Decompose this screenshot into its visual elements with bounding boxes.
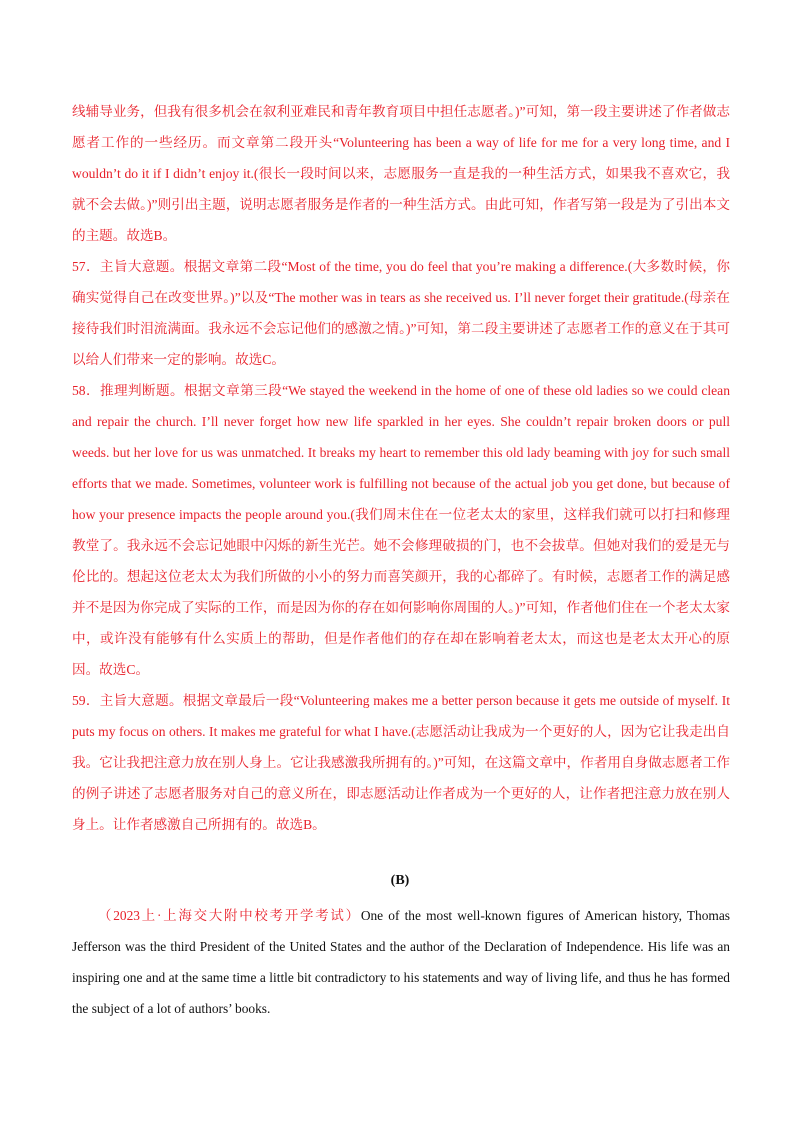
explanation-q57: 57．主旨大意题。根据文章第二段“Most of the time, you do feel that you’re making a difference.(大多数时候，你确实觉得自己在改变世界。)”以及“The mother was in tears as she received us. I’ll never forget their gratitude.(母亲在接待我们时泪流满面。我永远不会忘记他们的感激之情。)”可知，第二段主要讲述了志愿者工作的意义在于其可以给人们带来一定的影响。故选C。 [72, 259, 730, 367]
passage-b-paragraph [72, 900, 730, 1024]
passage-b-body [72, 900, 730, 1024]
explanation-q59: 59．主旨大意题。根据文章最后一段“Volunteering makes me a better person because it gets me outside of myself. It puts my focus on others. It makes me grateful for what I have.(志愿活动让我成为一个更好的人，因为它让我走出自我。它让我把注意力放在别人身上。它让我感激我所拥有的。)”可知，在这篇文章中，作者用自身做志愿者工作的例子讲述了志愿者服务对自己的意义所在，即志愿活动让作者成为一个更好的人，让作者把注意力放在别人身上。让作者感激自己所拥有的。故选B。 [72, 693, 730, 832]
section-heading-b: (B) [390, 873, 410, 888]
explanation-q58: 58．推理判断题。根据文章第三段“We stayed the weekend in the home of one of these old ladies so we could clean and repair the church. I’ll never forget how new life sparkled in her eyes. She couldn’t repair broken doors or pull weeds. but her love for us was unmatched. It breaks my heart to remember this old lady beaming with joy for such small efforts that we made. Sometimes, volunteer work is fulfilling not because of the actual job you get done, but because of how your presence impacts the people around you.(我们周末住在一位老太太的家里，这样我们就可以打扫和修理教堂了。我永远不会忘记她眼中闪烁的新生光芒。她不会修理破损的门，也不会拔草。但她对我们的爱是无与伦比的。想起这位老太太为我们所做的小小的努力而喜笑颜开，我的心都碎了。有时候，志愿者工作的满足感并不是因为你完成了实际的工作，而是因为你的存在如何影响你周围的人。)”可知，作者他们住在一个老太太家中，或许没有能够有什么实质上的帮助，但是作者他们的存在却在影响着老太太，而这也是老太太开心的原因。故选C。 [72, 383, 730, 677]
explanation-continuation: 线辅导业务，但我有很多机会在叙利亚难民和青年教育项目中担任志愿者。)”可知，第一段主要讲述了作者做志愿者工作的一些经历。而文章第二段开头“Volunteering has been a way of life for me for a very long time, and I wouldn’t do it if I didn’t enjoy it.(很长一段时间以来，志愿服务一直是我的一种生活方式，如果我不喜欢它，我就不会去做。)”则引出主题，说明志愿者服务是作者的一种生活方式。由此可知，作者写第一段是为了引出本文的主题。故选B。 [72, 104, 730, 243]
exam-source-tag: （2023上·上海交大附中校考开学考试） [98, 908, 361, 923]
answer-explanations [72, 96, 730, 840]
passage-b-text: One of the most well-known figures of American history, Thomas Jefferson was the third President of the United States and the author of the Declaration of Independence. His life was an inspiring one and at the same time a little bit contradictory to his statements and way of living life, and thus he has formed the subject of a lot of authors’ books. [72, 908, 730, 1016]
